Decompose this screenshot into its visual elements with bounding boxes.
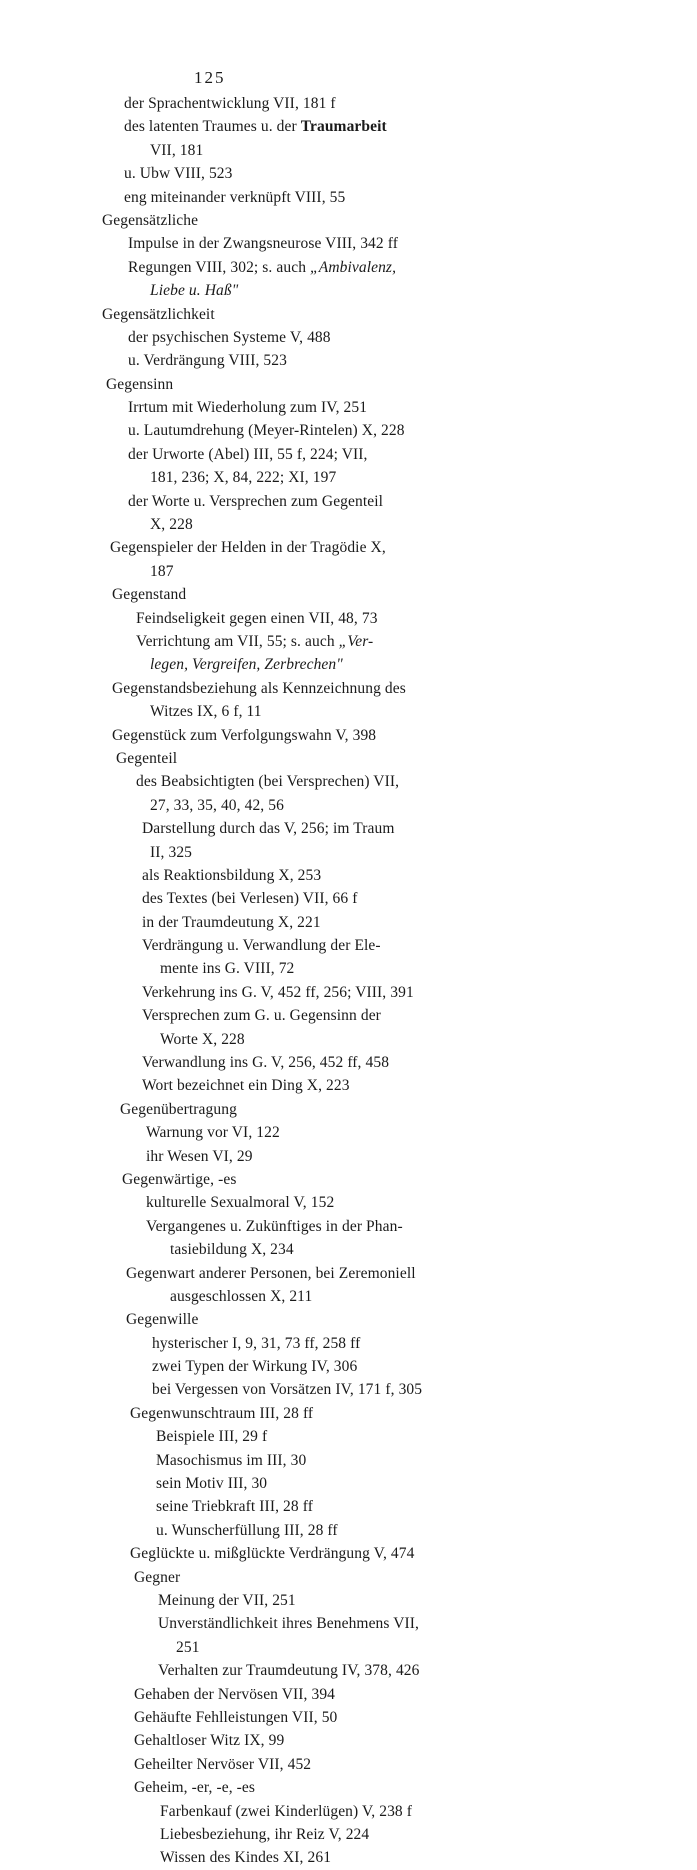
entry-text: Feindseligkeit gegen einen VII, 48, 73 — [136, 609, 378, 627]
index-line — [0, 583, 697, 606]
entry-text: Verrichtung am VII, 55; s. auch — [136, 632, 339, 650]
entry-text: Gegenwart anderer Personen, bei Zeremoniell — [126, 1264, 416, 1282]
entry-text: u. Wunscherfüllung III, 28 ff — [156, 1521, 338, 1539]
entry-text: Wort bezeichnet ein Ding X, 223 — [142, 1077, 350, 1095]
entry-text: ihr Wesen VI, 29 — [146, 1147, 253, 1165]
entry-text: Gehaben der Nervösen VII, 394 — [134, 1685, 336, 1703]
index-line — [0, 770, 697, 793]
index-entry — [128, 326, 331, 349]
entry-text: Vergangenes u. Zukünftiges in der Phan- — [146, 1217, 403, 1235]
entry-text: VII, 181 — [150, 141, 204, 159]
index-line — [0, 373, 697, 396]
index-entry — [120, 1098, 237, 1121]
entry-text: der Urworte (Abel) III, 55 f, 224; VII, — [128, 445, 368, 463]
index-line — [0, 303, 697, 326]
entry-italic: „Ver- — [338, 632, 374, 650]
index-entry — [112, 677, 406, 700]
index-entry — [150, 794, 284, 817]
index-entry — [126, 1308, 198, 1331]
index-line — [0, 1566, 697, 1589]
index-entry — [128, 232, 398, 255]
index-entry — [160, 1800, 412, 1823]
index-entry — [150, 653, 343, 676]
entry-text: X, 228 — [150, 516, 193, 534]
index-entry — [158, 1589, 296, 1612]
entry-text: Darstellung durch das V, 256; im Traum — [142, 820, 395, 838]
index-entry — [156, 1472, 267, 1495]
entry-text: der psychischen Systeme V, 488 — [128, 328, 331, 346]
entry-text: Versprechen zum G. u. Gegensinn der — [142, 1007, 381, 1025]
entry-bold: Traumarbeit — [300, 118, 387, 136]
entry-text: seine Triebkraft III, 28 ff — [156, 1498, 313, 1516]
index-entry — [150, 560, 174, 583]
entry-text: des Beabsichtigten (bei Versprechen) VII, — [136, 773, 400, 791]
entry-text: 251 — [176, 1638, 200, 1656]
index-lines — [0, 92, 697, 1870]
index-line — [0, 747, 697, 770]
index-entry — [128, 349, 287, 372]
index-entry — [146, 1121, 280, 1144]
index-line — [0, 139, 697, 162]
index-entry — [158, 1659, 420, 1682]
index-entry — [156, 1495, 313, 1518]
entry-text: als Reaktionsbildung X, 253 — [142, 866, 322, 884]
index-line — [0, 1378, 697, 1401]
index-entry — [152, 1378, 422, 1401]
entry-italic: legen, Vergreifen, Zerbrechen" — [150, 656, 343, 674]
index-line — [0, 1262, 697, 1285]
index-entry — [142, 981, 414, 1004]
index-entry — [102, 209, 198, 232]
entry-text: Geheim, -er, -e, -es — [134, 1779, 256, 1797]
index-line — [0, 1238, 697, 1261]
index-entry — [176, 1636, 200, 1659]
index-entry — [152, 1355, 357, 1378]
index-entry — [142, 864, 321, 887]
entry-italic: Liebe u. Haß" — [150, 282, 239, 300]
index-line — [0, 1425, 697, 1448]
entry-text: Gegenteil — [116, 749, 178, 767]
index-entry — [146, 1215, 403, 1238]
index-line — [0, 1449, 697, 1472]
index-entry — [142, 887, 357, 910]
entry-text: Verkehrung ins G. V, 452 ff, 256; VIII, 391 — [142, 983, 414, 1001]
index-line — [0, 841, 697, 864]
index-line — [0, 1683, 697, 1706]
entry-text: 181, 236; X, 84, 222; XI, 197 — [150, 469, 337, 487]
index-line — [0, 279, 697, 302]
index-entry — [142, 1074, 350, 1097]
index-entry — [124, 92, 336, 115]
entry-text: Liebesbeziehung, ihr Reiz V, 224 — [160, 1825, 370, 1843]
index-line — [0, 256, 697, 279]
entry-text: bei Vergessen von Vorsätzen IV, 171 f, 305 — [152, 1381, 423, 1399]
index-entry — [128, 419, 405, 442]
index-line — [0, 490, 697, 513]
index-line — [0, 162, 697, 185]
entry-text: Warnung vor VI, 122 — [146, 1124, 280, 1142]
index-entry — [126, 1262, 416, 1285]
entry-text: Gegenstandsbeziehung als Kennzeichnung des — [112, 679, 406, 697]
index-entry — [112, 724, 376, 747]
index-line — [0, 1659, 697, 1682]
index-entry — [134, 1566, 180, 1589]
index-entry — [170, 1238, 294, 1261]
index-entry — [128, 396, 367, 419]
index-entry — [142, 1004, 381, 1027]
index-entry — [150, 700, 262, 723]
entry-text: Gegner — [134, 1568, 181, 1586]
entry-text: kulturelle Sexualmoral V, 152 — [146, 1194, 335, 1212]
entry-text: Gegenwärtige, -es — [122, 1170, 237, 1188]
index-entry — [150, 466, 336, 489]
index-line — [0, 1542, 697, 1565]
index-line — [0, 560, 697, 583]
entry-text: Farbenkauf (zwei Kinderlügen) V, 238 f — [160, 1802, 413, 1820]
index-entry — [128, 490, 383, 513]
index-entry — [142, 911, 321, 934]
index-entry — [142, 1051, 389, 1074]
index-line — [0, 887, 697, 910]
index-entry — [106, 373, 173, 396]
index-entry — [150, 279, 238, 302]
entry-text: eng miteinander verknüpft VIII, 55 — [124, 188, 346, 206]
entry-text: Gegenwunschtraum III, 28 ff — [130, 1404, 314, 1422]
entry-text: Impulse in der Zwangsneurose VIII, 342 ff — [128, 235, 398, 253]
index-line — [0, 981, 697, 1004]
index-line — [0, 1402, 697, 1425]
index-entry — [122, 1168, 236, 1191]
entry-text: Gegensätzlichkeit — [102, 305, 215, 323]
index-line — [0, 513, 697, 536]
entry-text: Gegenübertragung — [120, 1100, 237, 1118]
index-entry — [170, 1285, 312, 1308]
entry-text: des latenten Traumes u. der — [124, 118, 301, 136]
entry-text: zwei Typen der Wirkung IV, 306 — [152, 1358, 358, 1376]
index-line — [0, 724, 697, 747]
index-entry — [134, 1683, 335, 1706]
index-entry — [128, 443, 367, 466]
index-line — [0, 957, 697, 980]
index-line — [0, 92, 697, 115]
index-entry — [156, 1425, 267, 1448]
index-entry — [146, 1191, 334, 1214]
index-line — [0, 607, 697, 630]
index-line — [0, 911, 697, 934]
index-line — [0, 1121, 697, 1144]
page-number: 125 — [194, 68, 226, 87]
entry-text: Verwandlung ins G. V, 256, 452 ff, 458 — [142, 1054, 390, 1072]
index-line — [0, 1308, 697, 1331]
entry-text: Masochismus im III, 30 — [156, 1451, 307, 1469]
index-entry — [150, 139, 203, 162]
index-entry — [116, 747, 177, 770]
index-entry — [130, 1402, 313, 1425]
entry-text: u. Verdrängung VIII, 523 — [128, 352, 287, 370]
entry-text: ausgeschlossen X, 211 — [170, 1287, 313, 1305]
index-line — [0, 1355, 697, 1378]
index-entry — [142, 934, 381, 957]
entry-text: sein Motiv III, 30 — [156, 1475, 268, 1493]
index-entry — [128, 256, 396, 279]
entry-text: Worte X, 228 — [160, 1030, 245, 1048]
entry-text: Verhalten zur Traumdeutung IV, 378, 426 — [158, 1662, 420, 1680]
entry-text: Witzes IX, 6 f, 11 — [150, 703, 262, 721]
entry-text: Gegenstück zum Verfolgungswahn V, 398 — [112, 726, 377, 744]
index-line — [0, 443, 697, 466]
index-line — [0, 1636, 697, 1659]
entry-text: Gegenspieler der Helden in der Tragödie X, — [110, 539, 386, 557]
entry-text: hysterischer I, 9, 31, 73 ff, 258 ff — [152, 1334, 361, 1352]
index-entry — [134, 1753, 311, 1776]
index-line — [0, 326, 697, 349]
index-line — [0, 677, 697, 700]
index-entry — [124, 115, 387, 138]
entry-text: Gegensinn — [106, 375, 174, 393]
index-line — [0, 1846, 697, 1869]
index-line — [0, 630, 697, 653]
entry-text: Gehäufte Fehlleistungen VII, 50 — [134, 1708, 338, 1726]
entry-text: Gegensätzliche — [102, 211, 199, 229]
index-line — [0, 1145, 697, 1168]
index-line — [0, 700, 697, 723]
index-line — [0, 1332, 697, 1355]
index-line — [0, 209, 697, 232]
entry-text: u. Lautumdrehung (Meyer-Rintelen) X, 228 — [128, 422, 405, 440]
entry-text: des Textes (bei Verlesen) VII, 66 f — [142, 890, 358, 908]
index-line — [0, 1776, 697, 1799]
index-entry — [102, 303, 215, 326]
entry-italic: „Ambivalenz, — [310, 258, 397, 276]
index-entry — [160, 1028, 245, 1051]
index-line — [0, 1753, 697, 1776]
entry-text: Unverständlichkeit ihres Benehmens VII, — [158, 1615, 420, 1633]
entry-text: 27, 33, 35, 40, 42, 56 — [150, 796, 284, 814]
index-entry — [156, 1519, 338, 1542]
entry-text: Verdrängung u. Verwandlung der Ele- — [142, 937, 381, 955]
index-entry — [110, 536, 386, 559]
entry-text: Wissen des Kindes XI, 261 — [160, 1849, 332, 1867]
index-entry — [134, 1776, 255, 1799]
index-line — [0, 1612, 697, 1635]
index-entry — [152, 1332, 360, 1355]
entry-text: der Worte u. Versprechen zum Gegenteil — [128, 492, 384, 510]
index-entry — [136, 607, 378, 630]
entry-text: mente ins G. VIII, 72 — [160, 960, 295, 978]
index-line — [0, 1589, 697, 1612]
index-line — [0, 186, 697, 209]
index-line — [0, 232, 697, 255]
entry-text: II, 325 — [150, 843, 193, 861]
index-line — [0, 794, 697, 817]
entry-text: Regungen VIII, 302; s. auch — [128, 258, 311, 276]
index-line — [0, 396, 697, 419]
index-entry — [134, 1729, 284, 1752]
index-line — [0, 1472, 697, 1495]
index-line — [0, 349, 697, 372]
index-line — [0, 817, 697, 840]
entry-text: tasiebildung X, 234 — [170, 1241, 294, 1259]
index-line — [0, 115, 697, 138]
index-entry — [136, 770, 399, 793]
index-line — [0, 1495, 697, 1518]
entry-text: in der Traumdeutung X, 221 — [142, 913, 321, 931]
entry-text: 187 — [150, 562, 174, 580]
index-entry — [134, 1706, 337, 1729]
index-line — [0, 1191, 697, 1214]
index-line — [0, 1004, 697, 1027]
index-entry — [160, 1823, 369, 1846]
entry-text: Meinung der VII, 251 — [158, 1592, 296, 1609]
entry-text: u. Ubw VIII, 523 — [124, 165, 233, 183]
index-line — [0, 466, 697, 489]
index-line — [0, 1800, 697, 1823]
index-entry — [124, 186, 345, 209]
index-entry — [158, 1612, 419, 1635]
entry-text: Beispiele III, 29 f — [156, 1428, 268, 1446]
index-entry — [150, 841, 192, 864]
index-line — [0, 864, 697, 887]
index-entry — [136, 630, 373, 653]
entry-text: Gegenwille — [126, 1311, 199, 1329]
entry-text: Gegenstand — [112, 586, 187, 604]
index-entry — [150, 513, 193, 536]
index-line — [0, 1168, 697, 1191]
entry-text: der Sprachentwicklung VII, 181 f — [124, 95, 336, 112]
index-entry — [142, 817, 395, 840]
index-line — [0, 1823, 697, 1846]
index-line — [0, 653, 697, 676]
entry-text: Geheilter Nervöser VII, 452 — [134, 1755, 312, 1773]
index-line — [0, 1706, 697, 1729]
index-line — [0, 1051, 697, 1074]
index-line — [0, 536, 697, 559]
index-entry — [130, 1542, 414, 1565]
entry-text: Gehaltloser Witz IX, 99 — [134, 1732, 285, 1750]
index-line — [0, 1028, 697, 1051]
index-line — [0, 1074, 697, 1097]
index-entry — [112, 583, 186, 606]
index-line — [0, 1519, 697, 1542]
index-line — [0, 1098, 697, 1121]
index-entry — [146, 1145, 253, 1168]
index-line — [0, 934, 697, 957]
index-entry — [160, 1846, 331, 1869]
index-line — [0, 419, 697, 442]
entry-text: Geglückte u. mißglückte Verdrängung V, 474 — [130, 1545, 415, 1563]
index-entry — [156, 1449, 306, 1472]
entry-text: Irrtum mit Wiederholung zum IV, 251 — [128, 399, 368, 417]
index-entry — [160, 957, 294, 980]
index-line — [0, 1729, 697, 1752]
index-entry — [124, 162, 233, 185]
index-line — [0, 1215, 697, 1238]
index-line — [0, 1285, 697, 1308]
